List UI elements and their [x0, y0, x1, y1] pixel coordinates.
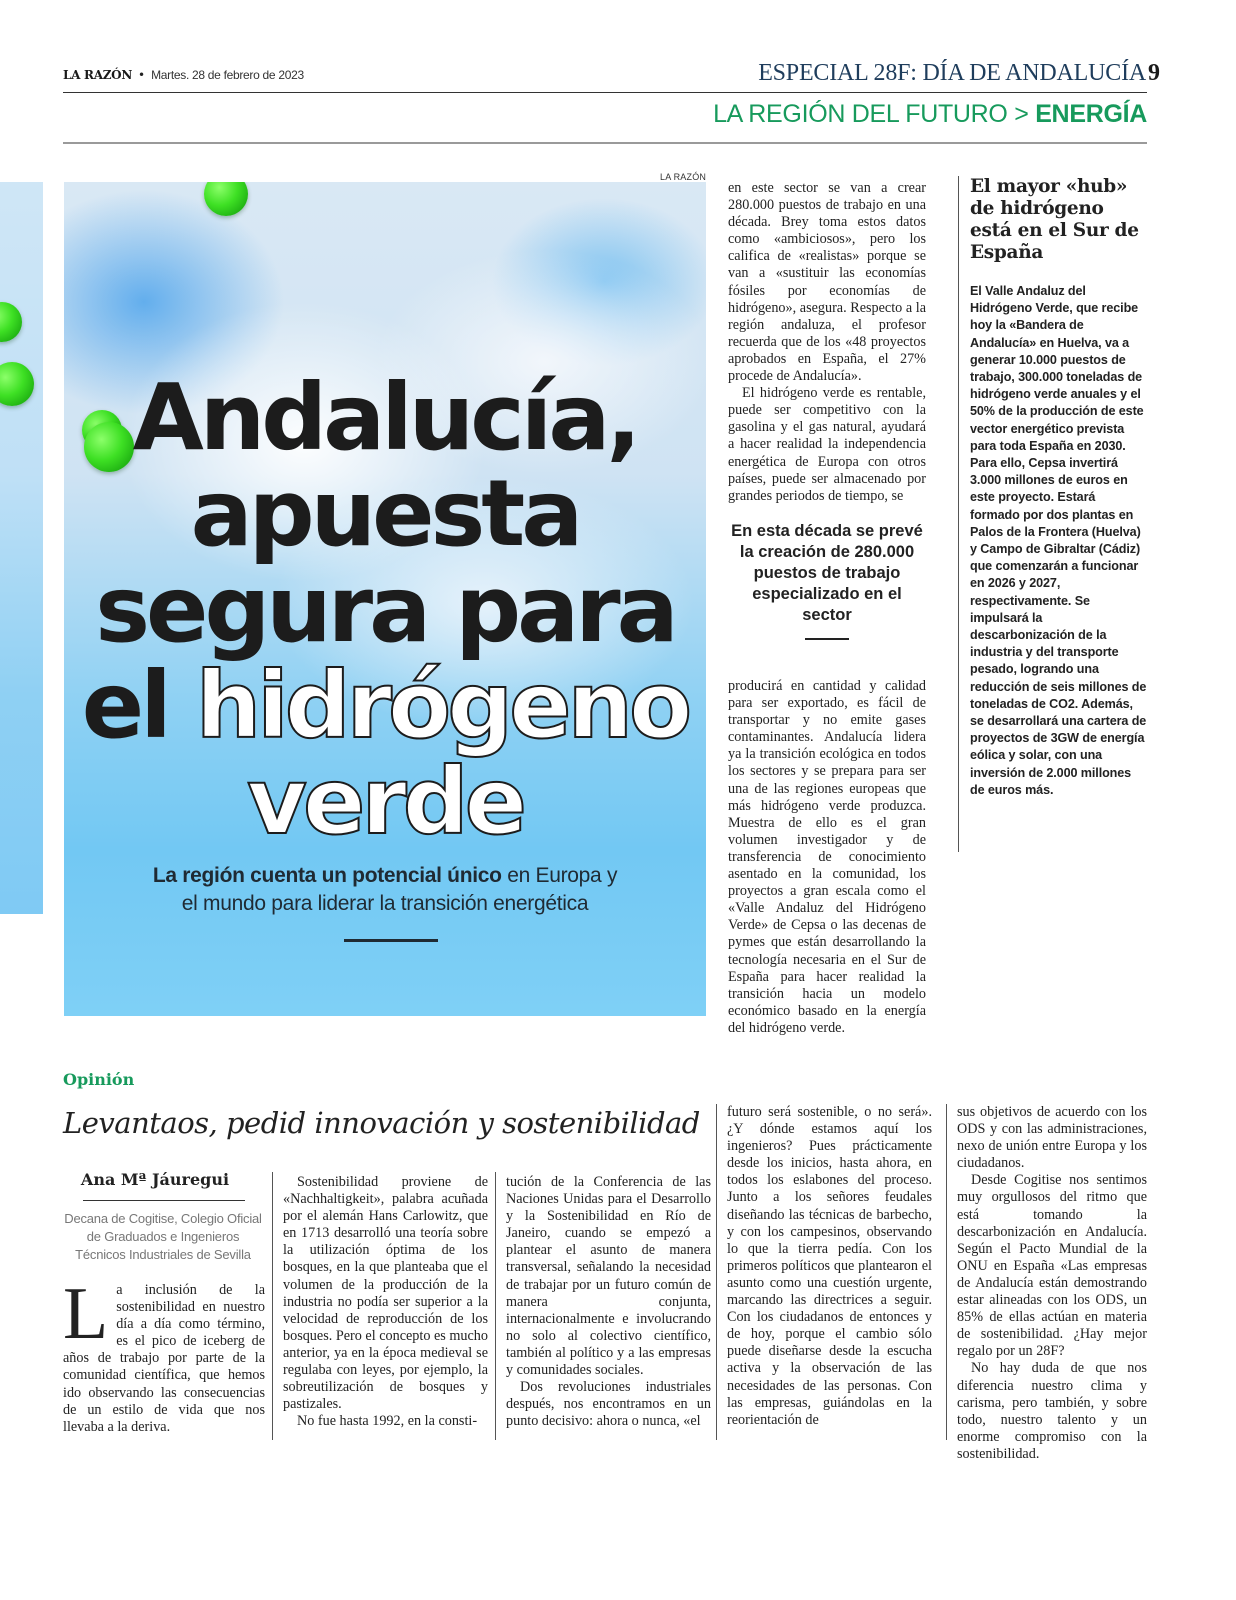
- opinion-column-4: [727, 1104, 932, 1429]
- headline-line: Andalucía,: [132, 364, 638, 471]
- headline-line: [64, 652, 706, 759]
- subheadline-text: en Europa y: [501, 864, 618, 887]
- author-rule: [83, 1200, 245, 1201]
- section-breadcrumb: [713, 100, 1147, 129]
- pull-quote-rule: [805, 638, 849, 640]
- newspaper-logo: LA RAZÓN: [63, 68, 132, 82]
- headline-highlight: verde: [247, 748, 523, 855]
- subheadline-bold: La región cuenta un potencial único: [152, 864, 502, 887]
- opinion-paragraph: a inclusión de la sostenibilidad en nuestro día a día como término, es el pico de iceberg de años de trabajo por parte de la comunidad científica, que hemos ido observando las consecuencias de un estilo de vida que nos llevaba a la deriva.: [63, 1282, 265, 1435]
- molecule-sphere-icon: [0, 362, 34, 406]
- article-paragraph: El hidrógeno verde es rentable, puede ser competitivo con la gasolina y el gas natural, ayudará a hacer realidad la independencia energética de Europa con otros países, puede ser almacenado por grandes periodos de tiempo, se: [728, 385, 926, 504]
- subheadline-text: el mundo para liderar la transición energética: [181, 892, 589, 915]
- photo-credit: LA RAZÓN: [660, 172, 707, 182]
- drop-cap: L: [63, 1273, 109, 1355]
- opinion-column-3: [506, 1174, 711, 1430]
- opinion-paragraph: No hay duda de que nos diferencia nuestro clima y carisma, pero también, y sobre todo, nuestro talento y un enorme compromiso con la sostenibilidad.: [957, 1360, 1147, 1462]
- opinion-paragraph: No fue hasta 1992, en la consti-: [297, 1413, 478, 1430]
- headline-line: apuesta: [190, 460, 580, 567]
- author-role: Decana de Cogitise, Colegio Oficial de Graduados e Ingenieros Técnicos Industriales de Sevilla: [64, 1211, 262, 1262]
- special-section-title: ESPECIAL 28F: DÍA DE ANDALUCÍA: [758, 60, 1146, 86]
- hero-image: [64, 182, 706, 1016]
- molecule-sphere-icon: [0, 302, 22, 342]
- pull-quote: En esta década se prevé la creación de 280.000 puestos de trabajo especializado en el sector: [731, 522, 923, 624]
- opinion-column-1: [63, 1273, 265, 1436]
- header-rule: [63, 92, 1147, 93]
- adjacent-page-image-strip: [0, 182, 43, 914]
- opinion-paragraph: Dos revoluciones industriales después, nos encontramos en un punto decisivo: ahora o nunca, «el: [506, 1379, 711, 1430]
- headline-line: segura para: [95, 556, 675, 663]
- section-topic: ENERGÍA: [1035, 100, 1147, 128]
- column-rule: [716, 1104, 717, 1440]
- article-paragraph: producirá en cantidad y calidad para ser exportado, es fácil de transportar y no emite gases contaminantes. Andalucía lidera ya la transición ecológica en todos los sectores y se prepara para ser una de las regiones europeas que más hidrógeno verde produzca. Muestra de ello es el gran volumen investigador y de transferencia de conocimiento asentado en la comunidad, los proyectos a gran escala como el «Valle Andaluz del Hidrógeno Verde» de Cepsa o las decenas de pymes que están desarrollando la tecnología necesaria en el Sur de España para hacer realidad la transición hacia un modelo económico basado en la energía del hidrógeno verde.: [728, 678, 926, 1036]
- opinion-paragraph: futuro será sostenible, o no será». ¿Y dónde estamos aquí los ingenieros? Pues prácticamente desde los inicios, hasta ahora, en todos los eslabones del proceso. Junto a los señores feudales diseñando las técnicas de barbecho, y con los campesinos, observando lo que la tierra pedía. Con los primeros políticos que plantearon el asunto como una cuestión urgente, marcando las directrices a seguir. Con los ciudadanos de entonces y de hoy, porque el cambio sólo puede diseñarse desde la escucha activa y la observación de las necesidades de las personas. Con las empresas, guiándolas en la reorientación de: [727, 1104, 932, 1428]
- opinion-column-5: [957, 1104, 1147, 1463]
- bullet-separator-icon: •: [138, 68, 146, 82]
- author-name: Ana Mª Jáuregui: [80, 1170, 230, 1189]
- column-rule: [946, 1104, 947, 1440]
- column-rule: [495, 1172, 496, 1440]
- running-header-left: [63, 68, 304, 82]
- section-prefix: LA REGIÓN DEL FUTURO >: [713, 100, 1029, 128]
- sidebar-body: El Valle Andaluz del Hidrógeno Verde, que recibe hoy la «Bandera de Andalucía» en Huelva, va a generar 10.000 puestos de trabajo, 300.000 toneladas de hidrógeno verde anuales y el 50% de la producción de este vector energético prevista para toda España en 2030. Para ello, Cepsa invertirá 3.000 millones de euros en este proyecto. Estará formado por dos plantas en Palos de la Frontera (Huelva) y Campo de Gibraltar (Cádiz) que comenzarán a funcionar en 2026 y 2027, respectivamente. Se impulsará la descarbonización de la industria y del transporte pesado, logrando una reducción de seis millones de toneladas de CO2. Además, se desarrollará una cartera de proyectos de 3GW de energía eólica y solar, con una inversión de 2.000 millones de euros más.: [970, 284, 1147, 797]
- opinion-paragraph: sus objetivos de acuerdo con los ODS y con las administraciones, nexo de unión entre Europa y los ciudadanos.: [957, 1104, 1147, 1172]
- opinion-paragraph: Sostenibilidad proviene de «Nachhaltigkeit», palabra acuñada por el alemán Hans Carlowitz, que en 1713 desarrolló una teoría sobre la utilización óptima de los bosques, en la que planteaba que el volumen de la producción de la industria no podía ser superior a la velocidad de reproducción de los bosques. Pero el concepto es mucho anterior, ya en la época medieval se regulaba con leyes, por ejemplo, la sobreutilización de bosques y pastizales.: [283, 1174, 488, 1413]
- headline-word: el: [81, 652, 168, 759]
- hero-subheadline: [64, 862, 706, 918]
- section-rule: [63, 142, 1147, 144]
- opinion-paragraph: tución de la Conferencia de las Naciones Unidas para el Desarrollo y la Sostenibilidad en Río de Janeiro, cuando se empezó a plantear el asunto de manera transversal, señalando la necesidad de trabajar por un futuro común de manera conjunta, internacionalmente e involucrando no solo al colectivo científico, también al político y a las empresas y comunidades sociales.: [506, 1174, 711, 1379]
- subheadline-rule: [344, 939, 438, 942]
- molecule-sphere-icon: [204, 182, 248, 216]
- article-column-1: [728, 180, 926, 505]
- opinion-label: Opinión: [63, 1070, 135, 1089]
- article-column-2: [728, 678, 926, 1037]
- opinion-title: Levantaos, pedid innovación y sostenibilidad: [63, 1106, 700, 1140]
- column-rule: [272, 1172, 273, 1440]
- sidebar-title: El mayor «hub» de hidrógeno está en el Sur de España: [970, 176, 1139, 263]
- issue-date: Martes. 28 de febrero de 2023: [151, 68, 304, 82]
- opinion-paragraph: Desde Cogitise nos sentimos muy orgullosos del ritmo que está tomando la descarbonización en Andalucía. Según el Pacto Mundial de la ONU en España «Las empresas de Andalucía están demostrando estar alineadas con los ODS, un 85% de ellas actúan en materia de sostenibilidad. ¿Hay mejor regalo por un 28F?: [957, 1172, 1147, 1360]
- page-number: 9: [1148, 60, 1160, 86]
- sidebar-rule: [958, 176, 959, 852]
- headline-highlight: hidrógeno: [195, 652, 689, 759]
- opinion-column-2: [283, 1174, 488, 1430]
- hero-headline: [64, 364, 706, 855]
- article-paragraph: en este sector se van a crear 280.000 puestos de trabajo en una década. Brey toma estos datos como «ambiciosos», pero los califica de «realistas» porque se van a «sustituir las economías fósiles por economías de hidrógeno», asegura. Respecto a la región andaluza, el profesor recuerda que de los «48 proyectos aprobados en España, el 27% procede de Andalucía».: [728, 180, 926, 385]
